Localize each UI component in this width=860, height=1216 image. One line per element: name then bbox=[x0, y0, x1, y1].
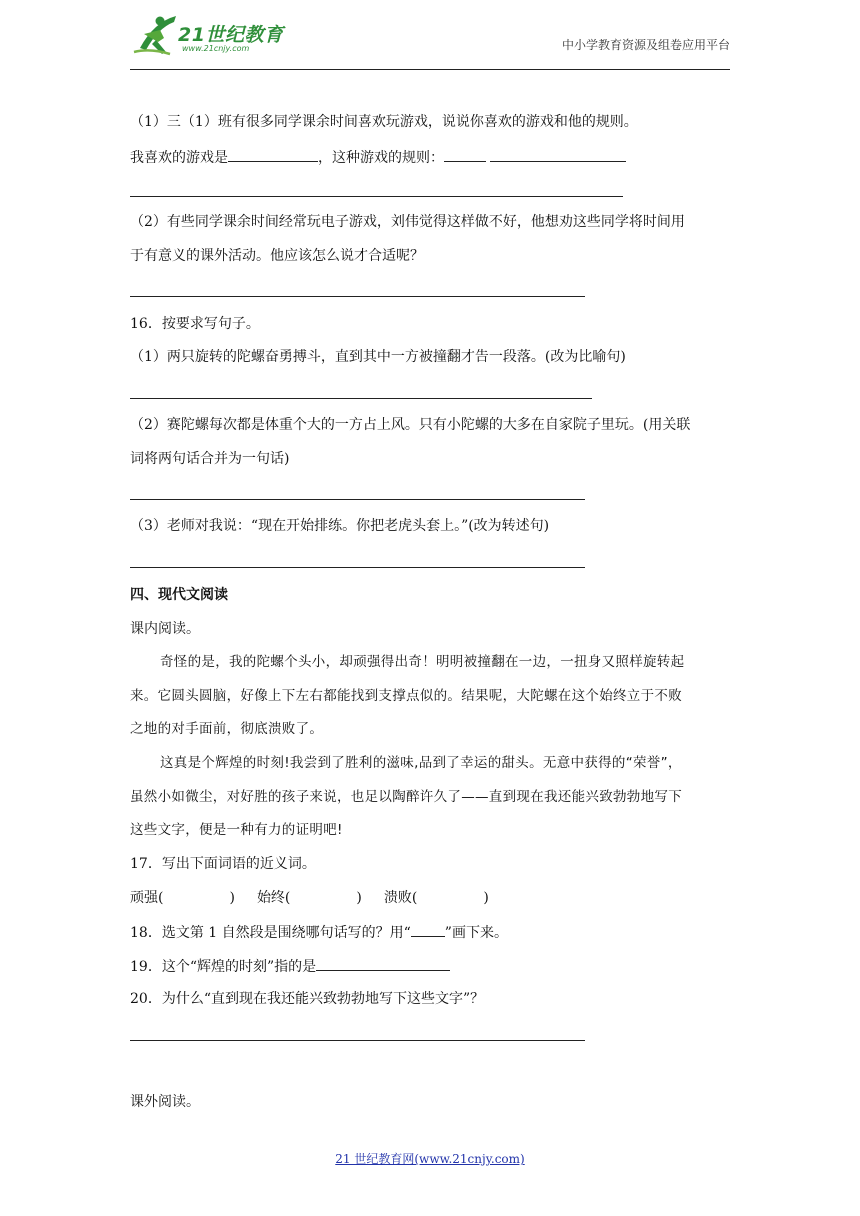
game-rule-answer-line[interactable] bbox=[130, 196, 623, 197]
passage-p2-line1: 这真是个辉煌的时刻!我尝到了胜利的滋味,品到了幸运的甜头。无意中获得的“荣誉”， bbox=[160, 755, 682, 771]
q20-prompt: 20．为什么“直到现在我还能兴致勃勃地写下这些文字”？ bbox=[130, 991, 485, 1007]
section-4-heading: 四、现代文阅读 bbox=[130, 587, 228, 603]
out-class-reading-label: 课外阅读。 bbox=[130, 1094, 200, 1110]
footer-link[interactable]: 21 世纪教育网(www.21cnjy.com) bbox=[335, 1152, 525, 1166]
q16-2-answer-line[interactable] bbox=[130, 499, 585, 500]
q16-1-answer-line[interactable] bbox=[130, 398, 592, 399]
in-class-reading-label: 课内阅读。 bbox=[130, 621, 200, 637]
q15-1-fav-label: 我喜欢的游戏是 bbox=[130, 150, 228, 166]
q15-2-prompt-line1: （2）有些同学课余时间经常玩电子游戏，刘伟觉得这样做不好，他想劝这些同学将时间用 bbox=[130, 214, 685, 230]
passage-p1-line1: 奇怪的是，我的陀螺个头小，却顽强得出奇！明明被撞翻在一边，一扭身又照样旋转起 bbox=[160, 654, 685, 670]
favorite-game-blank[interactable] bbox=[228, 146, 318, 162]
q16-title: 16．按要求写句子。 bbox=[130, 316, 260, 332]
q20-answer-line[interactable] bbox=[130, 1040, 585, 1041]
q18-prompt-end: ”画下来。 bbox=[444, 925, 508, 941]
game-rule-blank-1[interactable] bbox=[444, 146, 486, 162]
q17-synonym-row bbox=[130, 888, 489, 908]
q17-close-3: ) bbox=[483, 890, 489, 906]
q15-1-rule-label: ，这种游戏的规则： bbox=[318, 150, 444, 166]
q19-prompt bbox=[130, 955, 450, 975]
q15-1-answer-line bbox=[130, 146, 626, 166]
q17-close-1: ) bbox=[229, 890, 235, 906]
q15-2-answer-line[interactable] bbox=[130, 296, 585, 297]
page-header bbox=[130, 12, 730, 70]
q19-answer-blank[interactable] bbox=[316, 955, 450, 971]
q15-2-prompt-line2: 于有意义的课外活动。他应该怎么说才合适呢？ bbox=[130, 248, 424, 264]
game-rule-blank-2[interactable] bbox=[490, 146, 626, 162]
q19-prompt-text: 19．这个“辉煌的时刻”指的是 bbox=[130, 959, 317, 975]
site-logo[interactable] bbox=[130, 12, 300, 62]
q16-3-answer-line[interactable] bbox=[130, 567, 585, 568]
q18-prompt bbox=[130, 921, 508, 941]
logo-wordmark: 21世纪教育 bbox=[178, 24, 284, 46]
q17-word-3: 溃败( bbox=[383, 890, 418, 906]
passage-p1-line2: 来。它圆头圆脑，好像上下左右都能找到支撑点似的。结果呢，大陀螺在这个始终立于不败 bbox=[130, 688, 682, 704]
passage-p2-line3: 这些文字，便是一种有力的证明吧! bbox=[130, 822, 343, 838]
q16-3-prompt: （3）老师对我说：“现在开始排练。你把老虎头套上。”(改为转述句) bbox=[130, 518, 550, 534]
q18-prompt-start: 18．选文第 1 自然段是围绕哪句话写的？用“ bbox=[130, 925, 411, 941]
q17-close-2: ) bbox=[356, 890, 362, 906]
q15-1-prompt: （1）三（1）班有很多同学课余时间喜欢玩游戏，说说你喜欢的游戏和他的规则。 bbox=[130, 114, 638, 130]
q16-2-prompt-line2: 词将两句话合并为一句话) bbox=[130, 451, 290, 467]
header-divider bbox=[130, 69, 730, 70]
platform-name: 中小学教育资源及组卷应用平台 bbox=[561, 38, 730, 52]
passage-p1-line3: 之地的对手面前，彻底溃败了。 bbox=[130, 721, 324, 737]
q17-word-1: 顽强( bbox=[130, 890, 164, 906]
runner-icon bbox=[130, 12, 180, 58]
q16-2-prompt-line1: （2）赛陀螺每次都是体重个大的一方占上风。只有小陀螺的大多在自家院子里玩。(用关联 bbox=[130, 417, 691, 433]
q17-word-2: 始终( bbox=[256, 890, 291, 906]
q18-underline-sample bbox=[411, 921, 445, 937]
q16-1-prompt: （1）两只旋转的陀螺奋勇搏斗，直到其中一方被撞翻才告一段落。(改为比喻句) bbox=[130, 349, 626, 365]
logo-url: www.21cnjy.com bbox=[182, 44, 250, 53]
q17-prompt: 17．写出下面词语的近义词。 bbox=[130, 856, 316, 872]
passage-p2-line2: 虽然小如微尘，对好胜的孩子来说，也足以陶醉许久了——直到现在我还能兴致勃勃地写下 bbox=[130, 789, 682, 805]
